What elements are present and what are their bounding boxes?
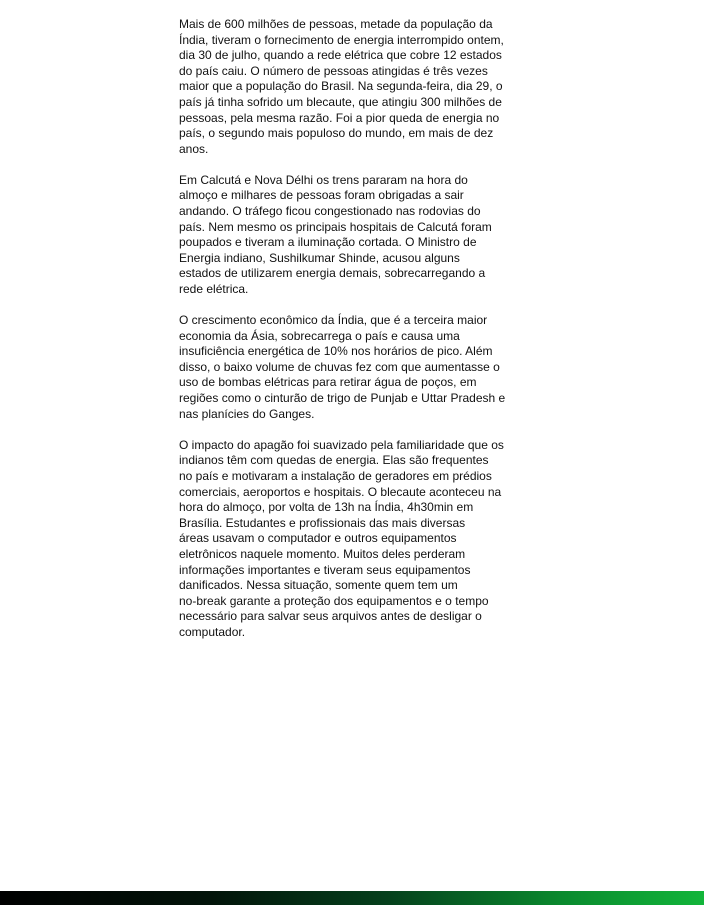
article-body [179, 17, 519, 656]
paragraph-4: O impacto do apagão foi suavizado pela familiaridade que os indianos têm com quedas de energia. Elas são frequentes no país e motivaram a instalação de geradores em prédios comerciais, aeroportos e hospitais. O blecaute aconteceu na hora do almoço, por volta de 13h na Índia, 4h30min em Brasília. Estudantes e profissionais das mais diversas áreas usavam o computador e outros equipamentos eletrônicos naquele momento. Muitos deles perderam informações importantes e tiveram seus equipamentos danificados. Nessa situação, somente quem tem um no-break garante a proteção dos equipamentos e o tempo necessário para salvar seus arquivos antes de desligar o computador. [179, 437, 504, 639]
footer-gradient-bar [0, 891, 704, 905]
paragraph-2: Em Calcutá e Nova Délhi os trens pararam na hora do almoço e milhares de pessoas foram obrigadas a sair andando. O tráfego ficou congestionado nas rodovias do país. Nem mesmo os principais hospitais de Calcutá foram poupados e tiveram a iluminação cortada. O Ministro de Energia indiano, Sushilkumar Shinde, acusou alguns estados de utilizarem energia demais, sobrecarregando a rede elétrica. [179, 172, 492, 296]
paragraph-1: Mais de 600 milhões de pessoas, metade da população da Índia, tiveram o fornecimento de energia interrompido ontem, dia 30 de julho, quando a rede elétrica que cobre 12 estados do país caiu. O número de pessoas atingidas é três vezes maior que a população do Brasil. Na segunda-feira, dia 29, o país já tinha sofrido um blecaute, que atingiu 300 milhões de pessoas, pela mesma razão. Foi a pior queda de energia no país, o segundo mais populoso do mundo, em mais de dez anos. [179, 17, 504, 156]
paragraph-3: O crescimento econômico da Índia, que é a terceira maior economia da Ásia, sobrecarrega o país e causa uma insuficiência energética de 10% nos horários de pico. Além disso, o baixo volume de chuvas fez com que aumentasse o uso de bombas elétricas para retirar água de poços, em regiões como o cinturão de trigo de Punjab e Uttar Pradesh e nas planícies do Ganges. [179, 313, 506, 421]
